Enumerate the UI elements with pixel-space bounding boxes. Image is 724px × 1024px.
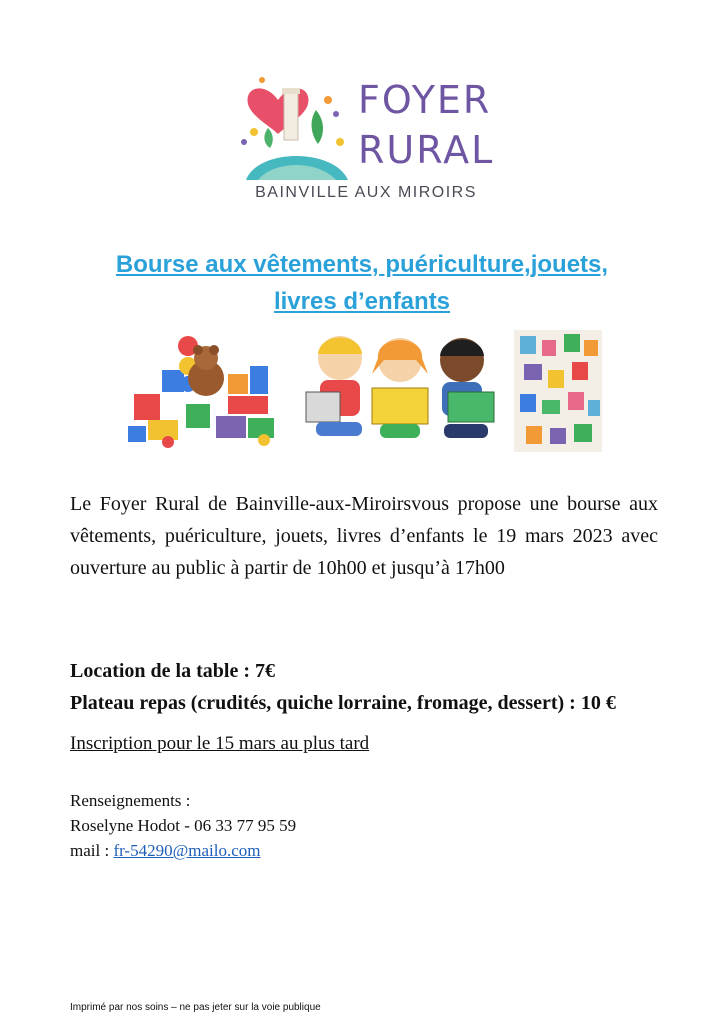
- foyer-rural-logo-icon: [238, 70, 358, 180]
- logo-subtitle: BAINVILLE AUX MIROIRS: [255, 184, 477, 201]
- foyer-rural-logo: [238, 70, 495, 206]
- event-title-line1: Bourse aux vêtements, puériculture,jouets,: [115, 251, 609, 278]
- logo-text-rural: RURAL: [358, 128, 495, 172]
- logo-text-foyer: FOYER: [358, 78, 492, 122]
- contact-block: [70, 788, 296, 863]
- logo-heart-shape: [248, 88, 309, 134]
- inscription-deadline: Inscription pour le 15 mars au plus tard: [70, 733, 370, 754]
- illustration-banner: [128, 330, 602, 452]
- mail-label: mail :: [70, 841, 114, 860]
- contact-mail-line: [70, 838, 296, 863]
- event-title: [60, 246, 664, 320]
- clothes-pattern-image: [514, 330, 602, 452]
- event-title-line2: livres d’enfants: [273, 288, 451, 315]
- event-description: Le Foyer Rural de Bainville-aux-Miroirsvous propose une bourse aux vêtements, puériculture, jouets, livres d’enfants le 19 mars 2023 avec ouverture au public à partir de 10h00 et jusqu’à 17h00: [70, 493, 658, 579]
- contact-person: Roselyne Hodot - 06 33 77 95 59: [70, 816, 297, 835]
- contact-heading: Renseignements :: [70, 791, 191, 810]
- table-price: Location de la table : 7€: [70, 660, 275, 682]
- toys-pile-image: [128, 336, 274, 448]
- footer-note: Imprimé par nos soins – ne pas jeter sur la voie publique: [70, 1002, 321, 1013]
- meal-price: Plateau repas (crudités, quiche lorraine, fromage, dessert) : 10 €: [70, 692, 616, 714]
- mail-link[interactable]: fr-54290@mailo.com: [113, 841, 261, 860]
- children-reading-image: [306, 336, 494, 438]
